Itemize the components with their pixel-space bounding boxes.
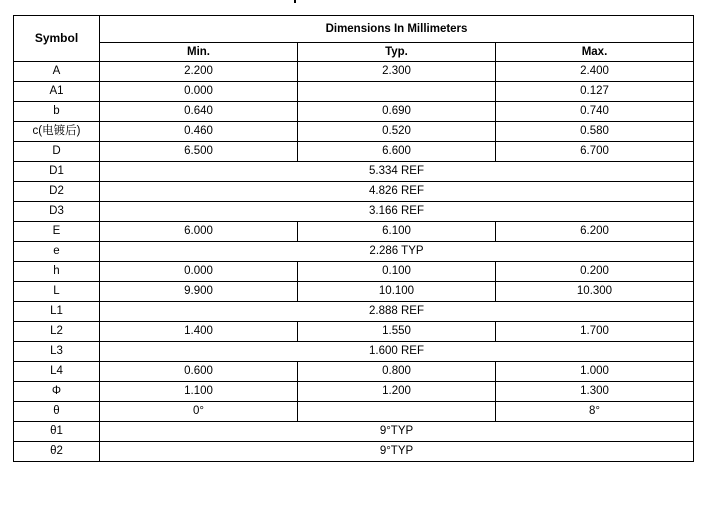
symbol-cell: b [14, 102, 100, 122]
typ-value-cell: 10.100 [298, 282, 496, 302]
symbol-cell: θ2 [14, 442, 100, 462]
merged-value-cell: 9°TYP [100, 422, 694, 442]
symbol-cell: A [14, 62, 100, 82]
min-value-cell: 1.100 [100, 382, 298, 402]
min-header: Min. [100, 43, 298, 62]
typ-value-cell: 0.100 [298, 262, 496, 282]
min-value-cell: 0.600 [100, 362, 298, 382]
max-value-cell: 0.740 [496, 102, 694, 122]
symbol-cell: L1 [14, 302, 100, 322]
symbol-cell: L4 [14, 362, 100, 382]
typ-value-cell: 0.800 [298, 362, 496, 382]
max-value-cell: 1.700 [496, 322, 694, 342]
symbol-cell: L3 [14, 342, 100, 362]
table-row [14, 422, 694, 442]
merged-value-cell: 4.826 REF [100, 182, 694, 202]
symbol-cell: D2 [14, 182, 100, 202]
symbol-cell: L2 [14, 322, 100, 342]
merged-value-cell: 9°TYP [100, 442, 694, 462]
merged-value-cell: 5.334 REF [100, 162, 694, 182]
max-value-cell: 10.300 [496, 282, 694, 302]
symbol-header: Symbol [14, 16, 100, 62]
max-value-cell: 1.300 [496, 382, 694, 402]
typ-value-cell: 0.690 [298, 102, 496, 122]
symbol-cell: D1 [14, 162, 100, 182]
table-row [14, 142, 694, 162]
page-top-mark [294, 0, 296, 3]
symbol-cell: Φ [14, 382, 100, 402]
min-value-cell: 0.000 [100, 82, 298, 102]
table-row [14, 262, 694, 282]
symbol-cell: L [14, 282, 100, 302]
table-row [14, 182, 694, 202]
min-value-cell: 2.200 [100, 62, 298, 82]
max-value-cell: 1.000 [496, 362, 694, 382]
header-row-sub [14, 43, 694, 62]
symbol-cell: e [14, 242, 100, 262]
typ-header: Typ. [298, 43, 496, 62]
dimensions-table [13, 15, 694, 462]
table-row [14, 282, 694, 302]
typ-value-cell: 2.300 [298, 62, 496, 82]
typ-value-cell: 1.550 [298, 322, 496, 342]
symbol-cell: E [14, 222, 100, 242]
merged-value-cell: 2.888 REF [100, 302, 694, 322]
max-header: Max. [496, 43, 694, 62]
min-value-cell: 9.900 [100, 282, 298, 302]
merged-value-cell: 1.600 REF [100, 342, 694, 362]
table-row [14, 122, 694, 142]
symbol-cell: A1 [14, 82, 100, 102]
table-row [14, 62, 694, 82]
typ-value-cell: 6.600 [298, 142, 496, 162]
min-value-cell: 1.400 [100, 322, 298, 342]
table-row [14, 382, 694, 402]
symbol-cell: c(电镀后) [14, 122, 100, 142]
table-row [14, 402, 694, 422]
table-row [14, 162, 694, 182]
table-row [14, 302, 694, 322]
table-row [14, 102, 694, 122]
header-row-top [14, 16, 694, 43]
symbol-cell: D3 [14, 202, 100, 222]
max-value-cell: 0.200 [496, 262, 694, 282]
table-row [14, 342, 694, 362]
min-value-cell: 6.000 [100, 222, 298, 242]
table-row [14, 442, 694, 462]
typ-value-cell [298, 82, 496, 102]
typ-value-cell: 1.200 [298, 382, 496, 402]
max-value-cell: 2.400 [496, 62, 694, 82]
min-value-cell: 0.640 [100, 102, 298, 122]
max-value-cell: 8° [496, 402, 694, 422]
symbol-cell: D [14, 142, 100, 162]
max-value-cell: 6.700 [496, 142, 694, 162]
min-value-cell: 0.000 [100, 262, 298, 282]
max-value-cell: 0.127 [496, 82, 694, 102]
min-value-cell: 0.460 [100, 122, 298, 142]
typ-value-cell [298, 402, 496, 422]
merged-value-cell: 3.166 REF [100, 202, 694, 222]
table-row [14, 362, 694, 382]
typ-value-cell: 6.100 [298, 222, 496, 242]
symbol-cell: θ1 [14, 422, 100, 442]
max-value-cell: 6.200 [496, 222, 694, 242]
table-body [14, 62, 694, 462]
table-header [14, 16, 694, 62]
table-row [14, 82, 694, 102]
typ-value-cell: 0.520 [298, 122, 496, 142]
table-row [14, 222, 694, 242]
merged-value-cell: 2.286 TYP [100, 242, 694, 262]
table-row [14, 202, 694, 222]
dimensions-group-header: Dimensions In Millimeters [100, 16, 694, 43]
symbol-cell: θ [14, 402, 100, 422]
table-row [14, 242, 694, 262]
symbol-cell: h [14, 262, 100, 282]
max-value-cell: 0.580 [496, 122, 694, 142]
min-value-cell: 6.500 [100, 142, 298, 162]
table-row [14, 322, 694, 342]
min-value-cell: 0° [100, 402, 298, 422]
